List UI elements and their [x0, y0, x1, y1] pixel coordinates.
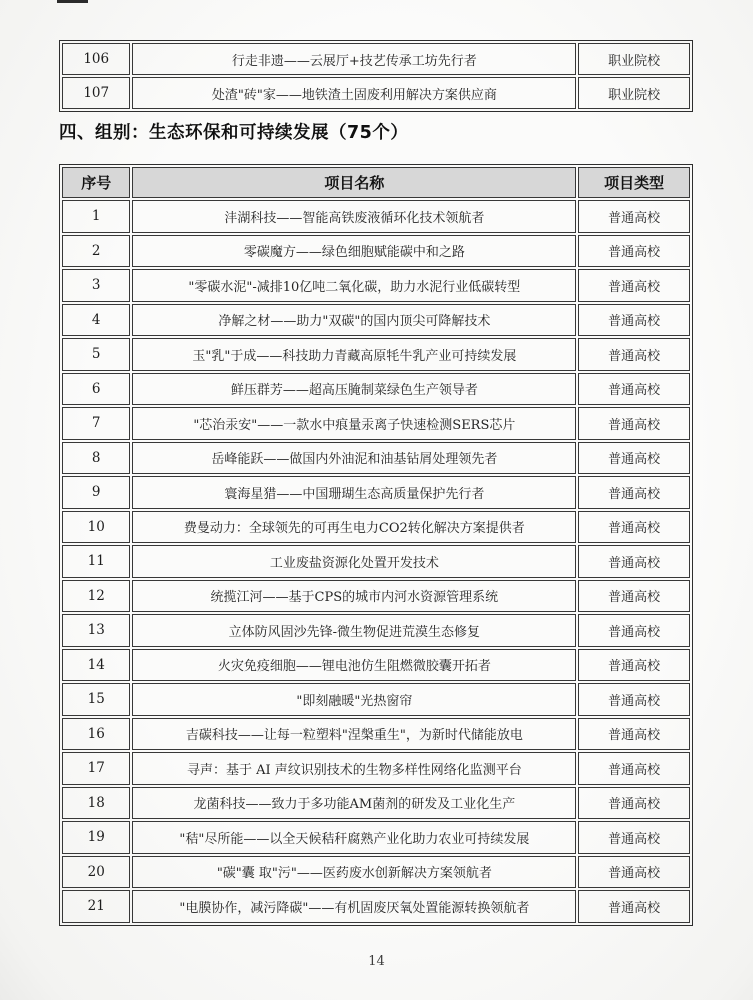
row-number-cell: 21	[62, 890, 130, 923]
project-type-cell: 普通高校	[578, 821, 690, 854]
row-number-cell: 14	[62, 649, 130, 682]
project-name-cell: "电膜协作，减污降碳"——有机固废厌氧处置能源转换领航者	[132, 890, 576, 923]
row-number-cell: 1	[62, 200, 130, 233]
project-type-cell: 普通高校	[578, 752, 690, 785]
page-number: 14	[368, 954, 385, 969]
project-name-cell: 净解之材——助力"双碳"的国内顶尖可降解技术	[132, 304, 576, 337]
table-row	[62, 511, 690, 544]
row-number-cell: 11	[62, 545, 130, 578]
project-name-cell: 鲜压群芳——超高压腌制菜绿色生产领导者	[132, 373, 576, 406]
row-number-cell: 20	[62, 856, 130, 889]
project-name-cell: 费曼动力：全球领先的可再生电力CO2转化解决方案提供者	[132, 511, 576, 544]
table-row	[62, 77, 690, 109]
project-name-cell: "芯治汞安"——一款水中痕量汞离子快速检测SERS芯片	[132, 407, 576, 440]
row-number-cell: 2	[62, 235, 130, 268]
project-name-cell: 零碳魔方——绿色细胞赋能碳中和之路	[132, 235, 576, 268]
header-project-type: 项目类型	[578, 167, 690, 198]
project-type-cell: 普通高校	[578, 476, 690, 509]
table-row	[62, 649, 690, 682]
table-row	[62, 200, 690, 233]
projects-table-continued	[59, 40, 693, 112]
table-row	[62, 821, 690, 854]
row-number-cell: 15	[62, 683, 130, 716]
table-row	[62, 304, 690, 337]
project-type-cell: 普通高校	[578, 338, 690, 371]
row-number-cell: 7	[62, 407, 130, 440]
projects-table	[59, 164, 693, 926]
project-name-cell: 行走非遗——云展厅+技艺传承工坊先行者	[132, 43, 576, 75]
previous-table-edge-mark	[57, 0, 88, 3]
row-number-cell: 6	[62, 373, 130, 406]
header-project-name: 项目名称	[132, 167, 576, 198]
project-type-cell: 普通高校	[578, 235, 690, 268]
project-type-cell: 普通高校	[578, 373, 690, 406]
section-heading: 四、组别：生态环保和可持续发展（75个）	[59, 123, 409, 143]
table-row	[62, 43, 690, 75]
row-number-cell: 9	[62, 476, 130, 509]
row-number-cell: 18	[62, 787, 130, 820]
project-name-cell: "秸"尽所能——以全天候秸秆腐熟产业化助力农业可持续发展	[132, 821, 576, 854]
project-name-cell: 吉碳科技——让每一粒塑料"涅槃重生"，为新时代储能放电	[132, 718, 576, 751]
project-name-cell: "即刻融暖"光热窗帘	[132, 683, 576, 716]
table-row	[62, 787, 690, 820]
project-name-cell: 寰海星猎——中国珊瑚生态高质量保护先行者	[132, 476, 576, 509]
row-number-cell: 19	[62, 821, 130, 854]
table-row	[62, 373, 690, 406]
project-type-cell: 普通高校	[578, 856, 690, 889]
row-number-cell: 5	[62, 338, 130, 371]
table-row	[62, 683, 690, 716]
project-name-cell: 火灾免疫细胞——锂电池仿生阻燃微胶囊开拓者	[132, 649, 576, 682]
project-name-cell: 龙菌科技——致力于多功能AM菌剂的研发及工业化生产	[132, 787, 576, 820]
table-row	[62, 718, 690, 751]
project-type-cell: 普通高校	[578, 787, 690, 820]
project-type-cell: 普通高校	[578, 614, 690, 647]
row-number-cell: 10	[62, 511, 130, 544]
table-row	[62, 269, 690, 302]
project-type-cell: 普通高校	[578, 649, 690, 682]
project-name-cell: 玉"乳"于成——科技助力青藏高原牦牛乳产业可持续发展	[132, 338, 576, 371]
row-number-cell: 107	[62, 77, 130, 109]
table-row	[62, 752, 690, 785]
project-type-cell: 普通高校	[578, 442, 690, 475]
row-number-cell: 17	[62, 752, 130, 785]
project-type-cell: 普通高校	[578, 683, 690, 716]
project-name-cell: 统揽江河——基于CPS的城市内河水资源管理系统	[132, 580, 576, 613]
table-row	[62, 476, 690, 509]
table-row	[62, 442, 690, 475]
project-type-cell: 普通高校	[578, 200, 690, 233]
row-number-cell: 13	[62, 614, 130, 647]
table-row	[62, 545, 690, 578]
project-type-cell: 职业院校	[578, 77, 690, 109]
table-row	[62, 614, 690, 647]
project-type-cell: 职业院校	[578, 43, 690, 75]
project-type-cell: 普通高校	[578, 718, 690, 751]
table-row	[62, 890, 690, 923]
project-name-cell: 寻声：基于 AI 声纹识别技术的生物多样性网络化监测平台	[132, 752, 576, 785]
project-type-cell: 普通高校	[578, 580, 690, 613]
row-number-cell: 16	[62, 718, 130, 751]
project-type-cell: 普通高校	[578, 407, 690, 440]
row-number-cell: 8	[62, 442, 130, 475]
table-header-row	[62, 167, 690, 198]
row-number-cell: 106	[62, 43, 130, 75]
project-type-cell: 普通高校	[578, 269, 690, 302]
table-row	[62, 338, 690, 371]
project-type-cell: 普通高校	[578, 890, 690, 923]
project-name-cell: "碳"囊 取"污"——医药废水创新解决方案领航者	[132, 856, 576, 889]
header-serial-number: 序号	[62, 167, 130, 198]
project-name-cell: 沣湖科技——智能高铁废液循环化技术领航者	[132, 200, 576, 233]
project-type-cell: 普通高校	[578, 304, 690, 337]
table-row	[62, 856, 690, 889]
project-name-cell: 工业废盐资源化处置开发技术	[132, 545, 576, 578]
project-name-cell: "零碳水泥"-减排10亿吨二氧化碳，助力水泥行业低碳转型	[132, 269, 576, 302]
table-row	[62, 580, 690, 613]
table-row	[62, 235, 690, 268]
row-number-cell: 12	[62, 580, 130, 613]
project-type-cell: 普通高校	[578, 545, 690, 578]
project-name-cell: 岳峰能跃——做国内外油泥和油基钻屑处理领先者	[132, 442, 576, 475]
table-row	[62, 407, 690, 440]
project-type-cell: 普通高校	[578, 511, 690, 544]
project-name-cell: 立体防风固沙先锋-微生物促进荒漠生态修复	[132, 614, 576, 647]
row-number-cell: 3	[62, 269, 130, 302]
project-name-cell: 处渣"砖"家——地铁渣土固废利用解决方案供应商	[132, 77, 576, 109]
row-number-cell: 4	[62, 304, 130, 337]
